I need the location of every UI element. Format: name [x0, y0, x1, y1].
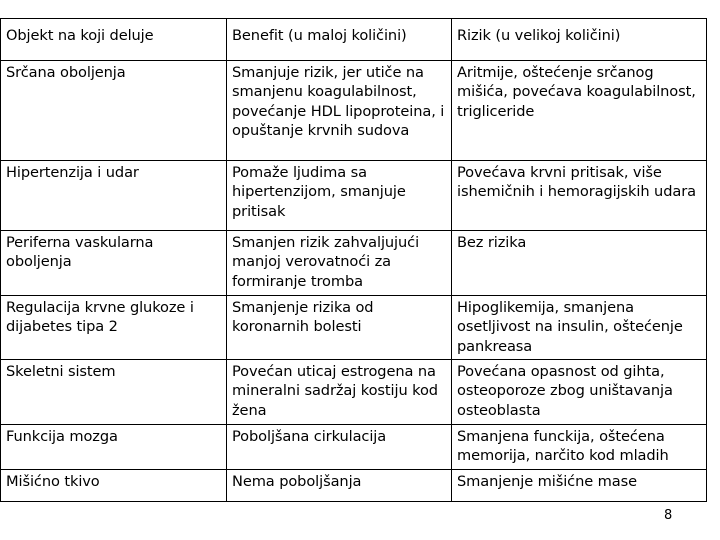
- cell-risk: Smanjena funckija, oštećena memorija, narčito kod mladih: [452, 425, 707, 470]
- table-row: [1, 61, 707, 161]
- table-row: [1, 161, 707, 231]
- cell-object: Periferna vaskularna oboljenja: [1, 231, 227, 296]
- table-row: [1, 360, 707, 425]
- cell-benefit: Pomaže ljudima sa hipertenzijom, smanjuje pritisak: [227, 161, 452, 231]
- cell-benefit: Smanjuje rizik, jer utiče na smanjenu koagulabilnost, povećanje HDL lipoproteina, i opuštanje krvnih sudova: [227, 61, 452, 161]
- cell-benefit: Smanjen rizik zahvaljujući manjoj verovatnoći za formiranje tromba: [227, 231, 452, 296]
- cell-risk: Povećava krvni pritisak, više ishemičnih i hemoragijskih udara: [452, 161, 707, 231]
- cell-object: Mišićno tkivo: [1, 470, 227, 502]
- cell-risk: Hipoglikemija, smanjena osetljivost na insulin, oštećenje pankreasa: [452, 296, 707, 360]
- header-cell-benefit: Benefit (u maloj količini): [227, 19, 452, 61]
- header-cell-object: Objekt na koji deluje: [1, 19, 227, 61]
- cell-object: Srčana oboljenja: [1, 61, 227, 161]
- cell-benefit: Nema poboljšanja: [227, 470, 452, 502]
- cell-benefit: Poboljšana cirkulacija: [227, 425, 452, 470]
- table-row: [1, 296, 707, 360]
- cell-object: Skeletni sistem: [1, 360, 227, 425]
- cell-object: Regulacija krvne glukoze i dijabetes tipa 2: [1, 296, 227, 360]
- header-cell-risk: Rizik (u velikoj količini): [452, 19, 707, 61]
- table-row: [1, 425, 707, 470]
- cell-risk: Bez rizika: [452, 231, 707, 296]
- cell-benefit: Smanjenje rizika od koronarnih bolesti: [227, 296, 452, 360]
- alcohol-effects-table: [0, 18, 707, 502]
- cell-risk: Povećana opasnost od gihta, osteoporoze zbog uništavanja osteoblasta: [452, 360, 707, 425]
- cell-object: Hipertenzija i udar: [1, 161, 227, 231]
- cell-object: Funkcija mozga: [1, 425, 227, 470]
- cell-benefit: Povećan uticaj estrogena na mineralni sadržaj kostiju kod žena: [227, 360, 452, 425]
- table-row: [1, 470, 707, 502]
- cell-risk: Aritmije, oštećenje srčanog mišića, povećava koagulabilnost, trigliceride: [452, 61, 707, 161]
- table-row: [1, 231, 707, 296]
- page-number: 8: [664, 508, 673, 523]
- table-header-row: [1, 19, 707, 61]
- cell-risk: Smanjenje mišićne mase: [452, 470, 707, 502]
